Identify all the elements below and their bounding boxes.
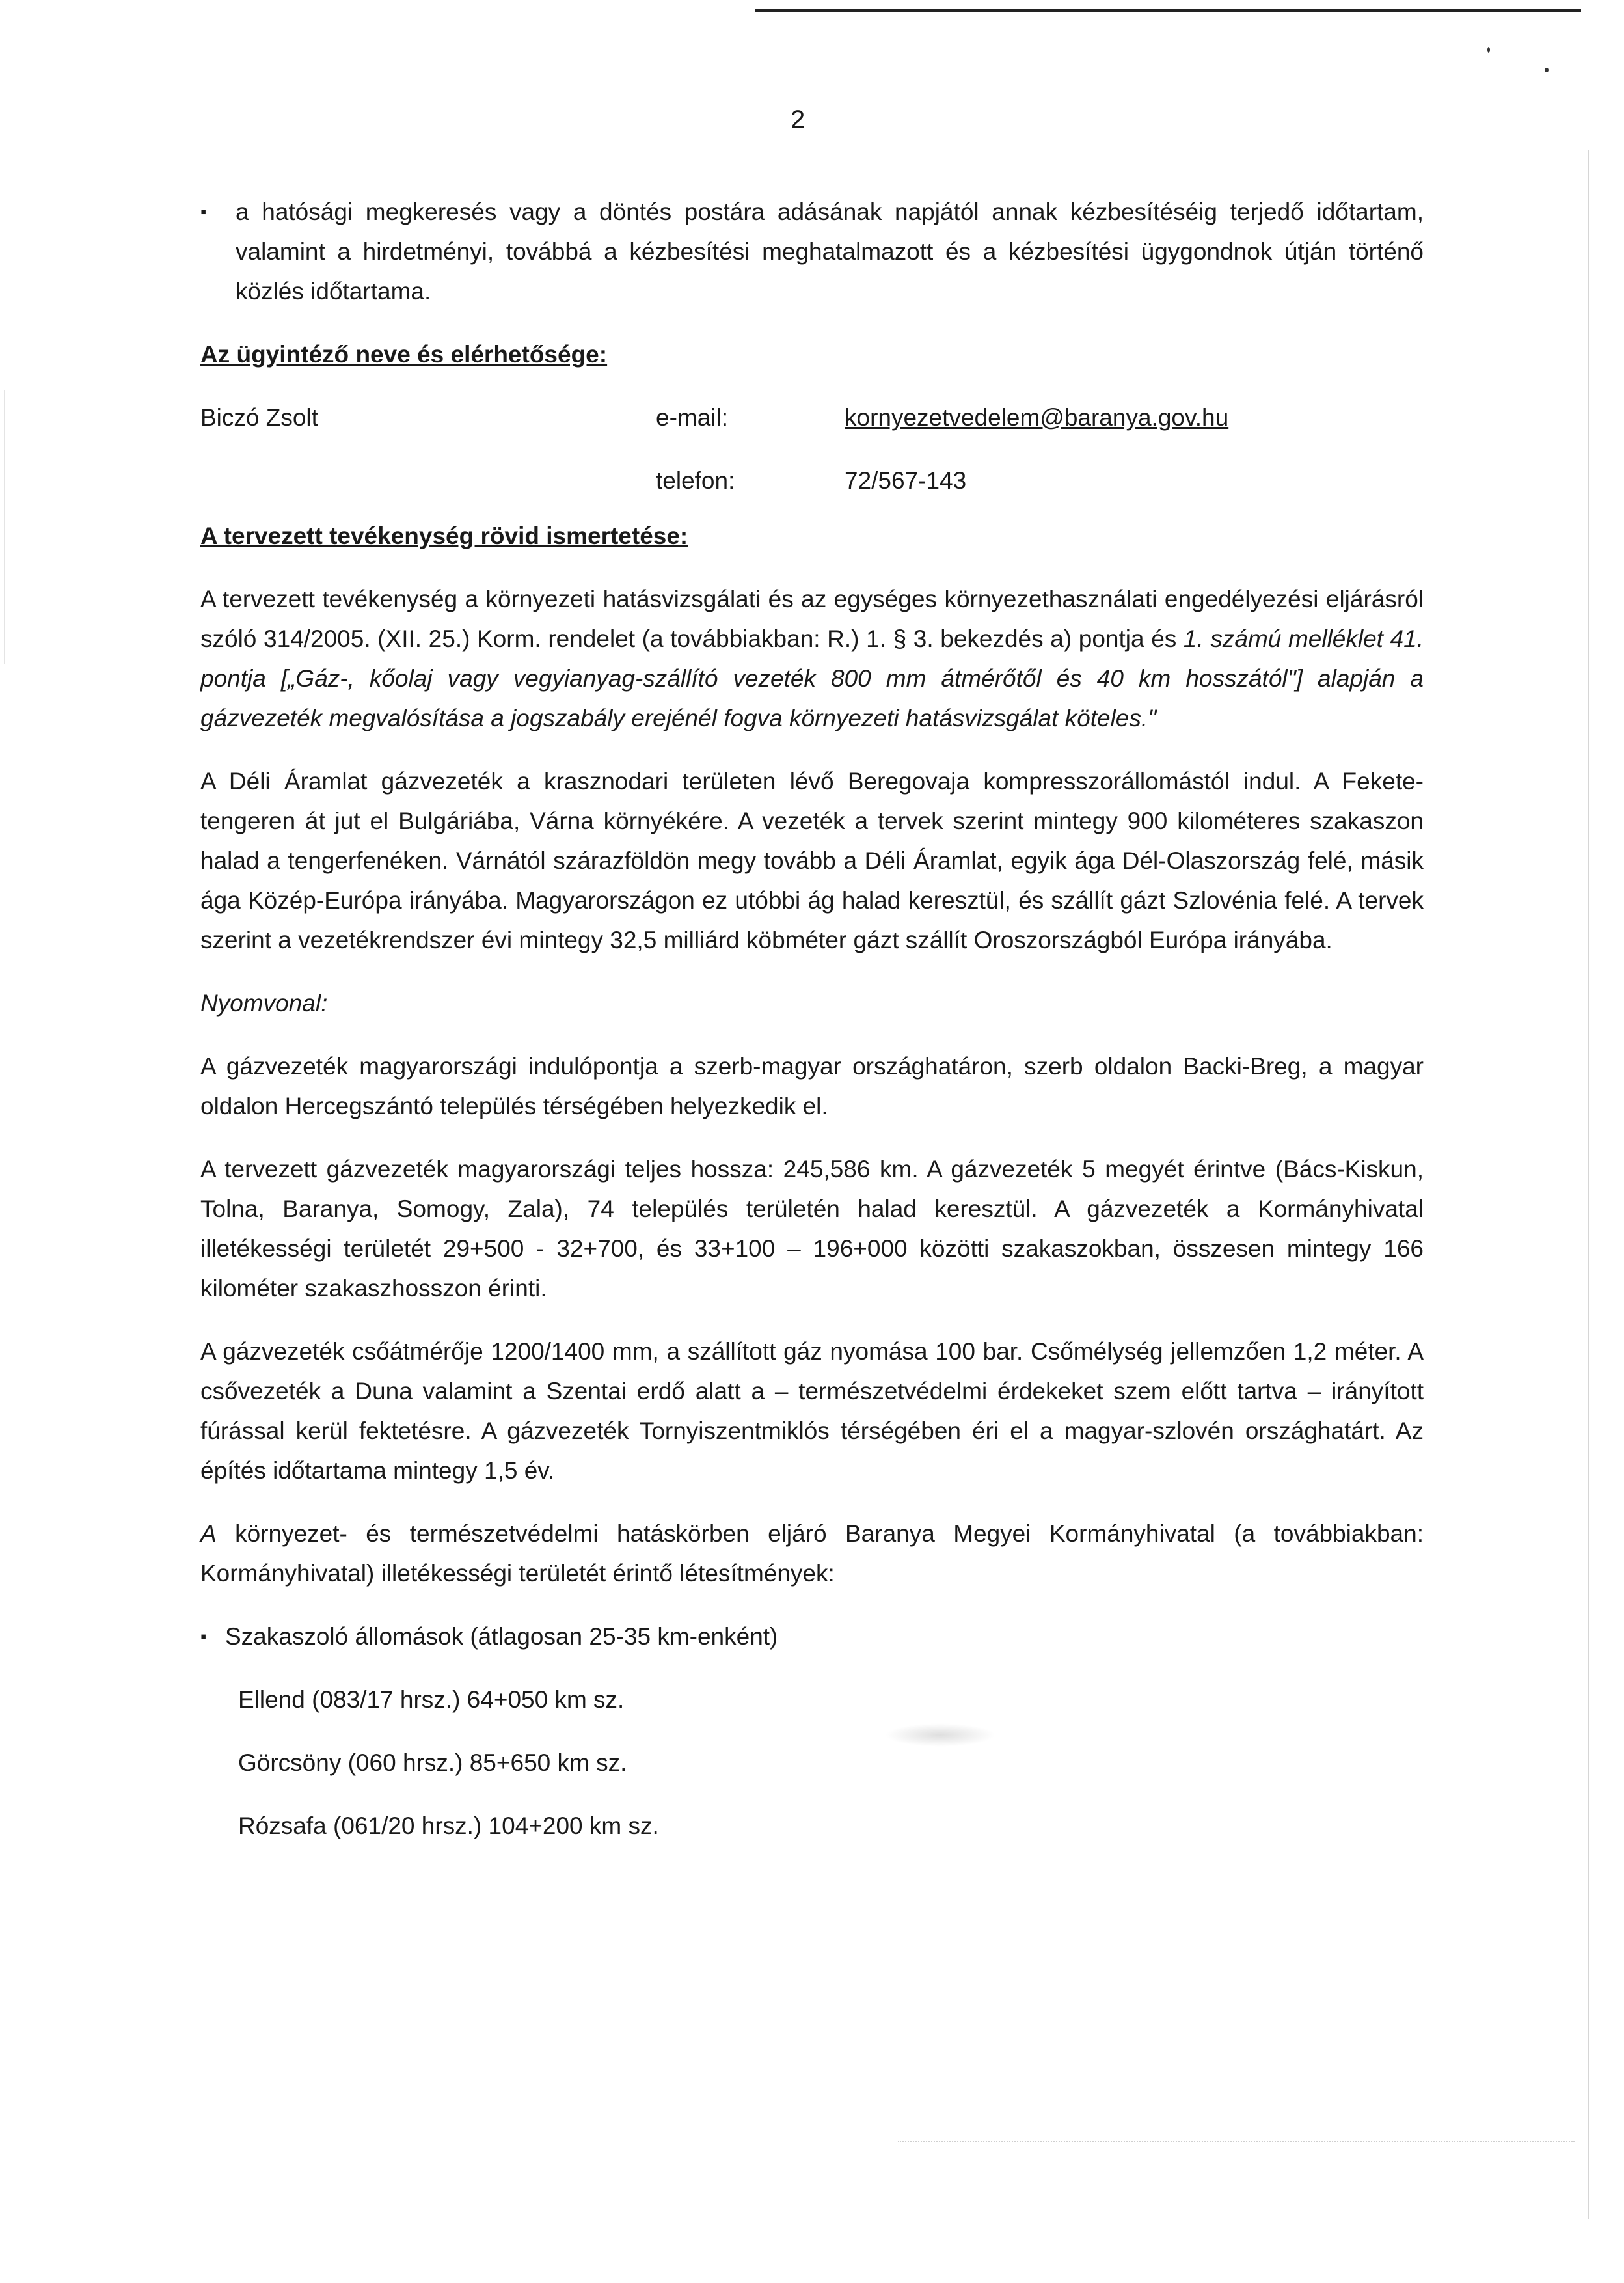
intro-bullet-text: a hatósági megkeresés vagy a döntés postára adásának napjától annak kézbesítéséig terjedő időtartam, valamint a hirdetményi, továbbá a kézbesítési meghatalmazott és a kézbesítési ügygondnok útján történő közlés időtartama.: [236, 198, 1424, 305]
legal-text-italic: 1. számú melléklet 41. pontja [„Gáz-, kőolaj vagy vegyianyag-szállító vezeték 800 mm átmérőtől és 40 km hosszától"] alapján a gázvezeték megvalósítása a jogszabály erejénél fogva környezeti hatásvizsgálat köteles.": [200, 625, 1424, 731]
activity-paragraph-technical: A gázvezeték csőátmérője 1200/1400 mm, a szállított gáz nyomása 100 bar. Csőmélység jellemzően 1,2 méter. A csővezeték a Duna valamint a Szentai erdő alatt a – természetvédelmi érdekeket szem előtt tartva – irányított fúrással kerül fektetésre. A gázvezeték Tornyiszentmiklós térségében éri el a magyar-szlovén országhatárt. Az építés időtartama mintegy 1,5 év.: [200, 1338, 1424, 1484]
phone-label: telefon:: [656, 467, 735, 494]
station-item: Görcsöny (060 hrsz.) 85+650 km sz.: [238, 1749, 627, 1776]
activity-paragraph-start: A gázvezeték magyarországi indulópontja a szerb-magyar országhatáron, szerb oldalon Backi-Breg, a magyar oldalon Hercegszántó település térségében helyezkedik el.: [200, 1053, 1424, 1119]
contact-name: Biczó Zsolt: [200, 404, 318, 431]
email-link[interactable]: kornyezetvedelem@baranya.gov.hu: [845, 404, 1229, 431]
scan-edge-right: [1588, 150, 1589, 2219]
facilities-text: környezet- és természetvédelmi hatáskörben eljáró Baranya Megyei Kormányhivatal (a továbbiakban: Kormányhivatal) illetékességi területét érintő létesítmények:: [200, 1520, 1424, 1587]
station-item: Ellend (083/17 hrsz.) 64+050 km sz.: [238, 1686, 625, 1713]
scan-speck: [1545, 68, 1549, 72]
bullet-square-icon: ▪: [200, 1626, 207, 1646]
facilities-initial: A: [200, 1520, 217, 1547]
page-number: 2: [791, 105, 805, 134]
phone-number: 72/567-143: [845, 467, 967, 494]
scan-speck: [1487, 47, 1490, 53]
scan-edge-left: [4, 390, 5, 664]
stations-bullet-item: [200, 1617, 1424, 1656]
activity-paragraph-legal: [200, 579, 1424, 738]
nyomvonal-subheading: Nyomvonal:: [200, 990, 328, 1017]
activity-paragraph-facilities: [200, 1514, 1424, 1593]
contact-row-email: [200, 398, 1424, 437]
station-item: Rózsafa (061/20 hrsz.) 104+200 km sz.: [238, 1812, 659, 1839]
document-body: [200, 192, 1424, 1846]
email-label: e-mail:: [656, 404, 729, 431]
stations-heading: Szakaszoló állomások (átlagosan 25-35 km-enként): [225, 1623, 778, 1650]
scan-dotted-line: [898, 2141, 1575, 2142]
activity-heading: A tervezett tevékenység rövid ismertetése:: [200, 523, 688, 549]
activity-paragraph-route: A Déli Áramlat gázvezeték a krasznodari területen lévő Beregovaja kompresszorállomástól indul. A Fekete-tengeren át jut el Bulgáriába, Várna környékére. A vezeték a tervek szerint mintegy 900 kilométeres szakaszon halad a tengerfenéken. Várnától szárazföldön megy tovább a Déli Áramlat, egyik ága Dél-Olaszország felé, másik ága Közép-Európa irányába. Magyarországon ez utóbbi ág halad keresztül, és szállít gázt Szlovénia felé. A tervek szerint a vezetékrendszer évi mintegy 32,5 milliárd köbméter gázt szállít Oroszországból Európa irányába.: [200, 768, 1424, 953]
activity-paragraph-length: A tervezett gázvezeték magyarországi teljes hossza: 245,586 km. A gázvezeték 5 megyét érintve (Bács-Kiskun, Tolna, Baranya, Somogy, Zala), 74 település területén halad keresztül. A gázvezeték a Kormányhivatal illetékességi területét 29+500 - 32+700, és 33+100 – 196+000 közötti szakaszokban, összesen mintegy 166 kilométer szakaszhosszon érinti.: [200, 1156, 1424, 1302]
intro-bullet-item: [200, 192, 1424, 311]
contact-heading: Az ügyintéző neve és elérhetősége:: [200, 341, 608, 368]
legal-text: A tervezett tevékenység a környezeti hatásvizsgálati és az egységes környezethasználati engedélyezési eljárásról szóló 314/2005. (XII. 25.) Korm. rendelet (a továbbiakban: R.) 1. § 3. bekezdés a) pontja és: [200, 586, 1424, 652]
contact-row-phone: [200, 461, 1424, 500]
top-rule: [755, 9, 1581, 12]
bullet-square-icon: ▪: [200, 202, 207, 221]
